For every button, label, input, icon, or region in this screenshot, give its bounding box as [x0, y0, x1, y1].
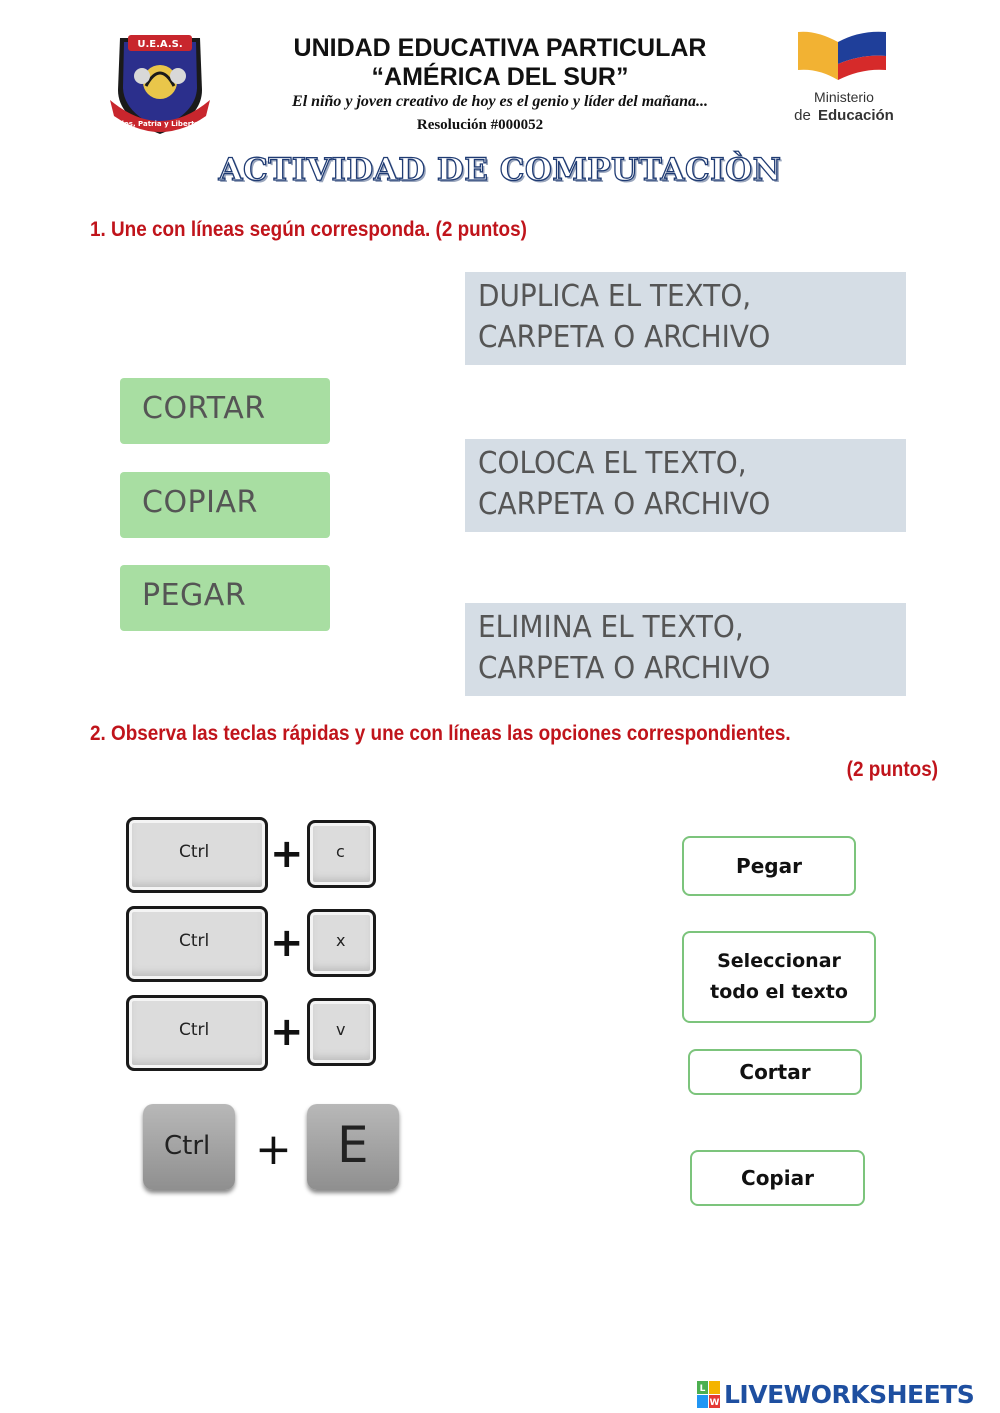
key-label: v [336, 1020, 346, 1039]
answer-option[interactable] [682, 836, 856, 896]
ctrl-key [126, 906, 268, 982]
liveworksheets-badge-icon [697, 1381, 721, 1409]
answer-label: Copiar [741, 1166, 814, 1190]
school-motto: El niño y joven creativo de hoy es el genio y líder del mañana... [292, 93, 708, 110]
letter-key [307, 820, 376, 888]
svg-text:de Educación [794, 107, 894, 124]
key-label: Ctrl [164, 1131, 211, 1161]
plus-sign: + [270, 1009, 304, 1055]
term-label: COPIAR [142, 485, 258, 520]
key-label: Ctrl [179, 1020, 210, 1040]
definition-box[interactable] [465, 439, 906, 532]
key-label: E [337, 1116, 369, 1174]
answer-label-line2: todo el texto [710, 981, 848, 1003]
shortcut-row[interactable] [126, 995, 381, 1073]
school-crest-acronym: U.E.A.S. [137, 39, 183, 50]
ctrl-key [126, 817, 268, 893]
key-label: Ctrl [179, 931, 210, 951]
definition-line2: CARPETA O ARCHIVO [478, 487, 771, 522]
ministry-line1: Ministerio [814, 89, 874, 105]
answer-label: Cortar [739, 1060, 811, 1084]
answer-label: Seleccionar [717, 950, 841, 972]
school-name-line1: UNIDAD EDUCATIVA PARTICULAR [293, 34, 707, 62]
shortcut-row[interactable] [126, 817, 381, 895]
definition-line2: CARPETA O ARCHIVO [478, 651, 771, 686]
school-crest-logo [106, 30, 214, 138]
definition-box[interactable] [465, 272, 906, 365]
exercise2-prompt: 2. Observa las teclas rápidas y une con líneas las opciones correspondientes. [90, 722, 791, 745]
plus-sign: + [270, 831, 304, 877]
letter-key [307, 909, 376, 977]
term-box[interactable] [120, 378, 330, 444]
term-label: CORTAR [142, 391, 266, 426]
letter-key [307, 1104, 399, 1190]
liveworksheets-brand: LIVEWORKSHEETS [724, 1380, 975, 1409]
definition-box[interactable] [465, 603, 906, 696]
definition-line1: ELIMINA EL TEXTO, [478, 610, 744, 645]
ctrl-key [143, 1104, 235, 1190]
shortcut-row[interactable] [126, 906, 381, 984]
key-label: c [336, 842, 345, 861]
exercise2-points: (2 puntos) [846, 758, 938, 781]
term-box[interactable] [120, 565, 330, 631]
answer-option[interactable] [690, 1150, 865, 1206]
plus-sign: + [255, 1124, 292, 1175]
resolution-number: Resolución #000052 [416, 117, 544, 133]
term-label: PEGAR [142, 578, 247, 613]
ministry-line2-strong: Educación [818, 107, 894, 124]
ministry-line2-prefix: de [794, 107, 811, 124]
shortcut-row[interactable] [143, 1104, 401, 1194]
key-label: Ctrl [179, 842, 210, 862]
answer-option[interactable] [688, 1049, 862, 1095]
ctrl-key [126, 995, 268, 1071]
term-box[interactable] [120, 472, 330, 538]
letter-key [307, 998, 376, 1066]
answer-option[interactable] [682, 931, 876, 1023]
key-label: x [336, 931, 346, 950]
answer-label: Pegar [736, 854, 802, 878]
exercise1-prompt: 1. Une con líneas según corresponda. (2 puntos) [90, 218, 527, 241]
definition-line1: DUPLICA EL TEXTO, [478, 279, 752, 314]
definition-line2: CARPETA O ARCHIVO [478, 320, 771, 355]
ministry-education-logo [786, 28, 904, 126]
definition-line1: COLOCA EL TEXTO, [478, 446, 747, 481]
liveworksheets-logo [697, 1378, 997, 1412]
school-crest-ribbon: Dios, Patria y Libertad [115, 120, 205, 128]
badge-letter: W [709, 1398, 720, 1408]
badge-letter: L [699, 1384, 706, 1394]
activity-title: ACTIVIDAD DE COMPUTACIÒN [218, 152, 782, 188]
school-name-line2: “AMÉRICA DEL SUR” [371, 63, 629, 91]
plus-sign: + [270, 920, 304, 966]
